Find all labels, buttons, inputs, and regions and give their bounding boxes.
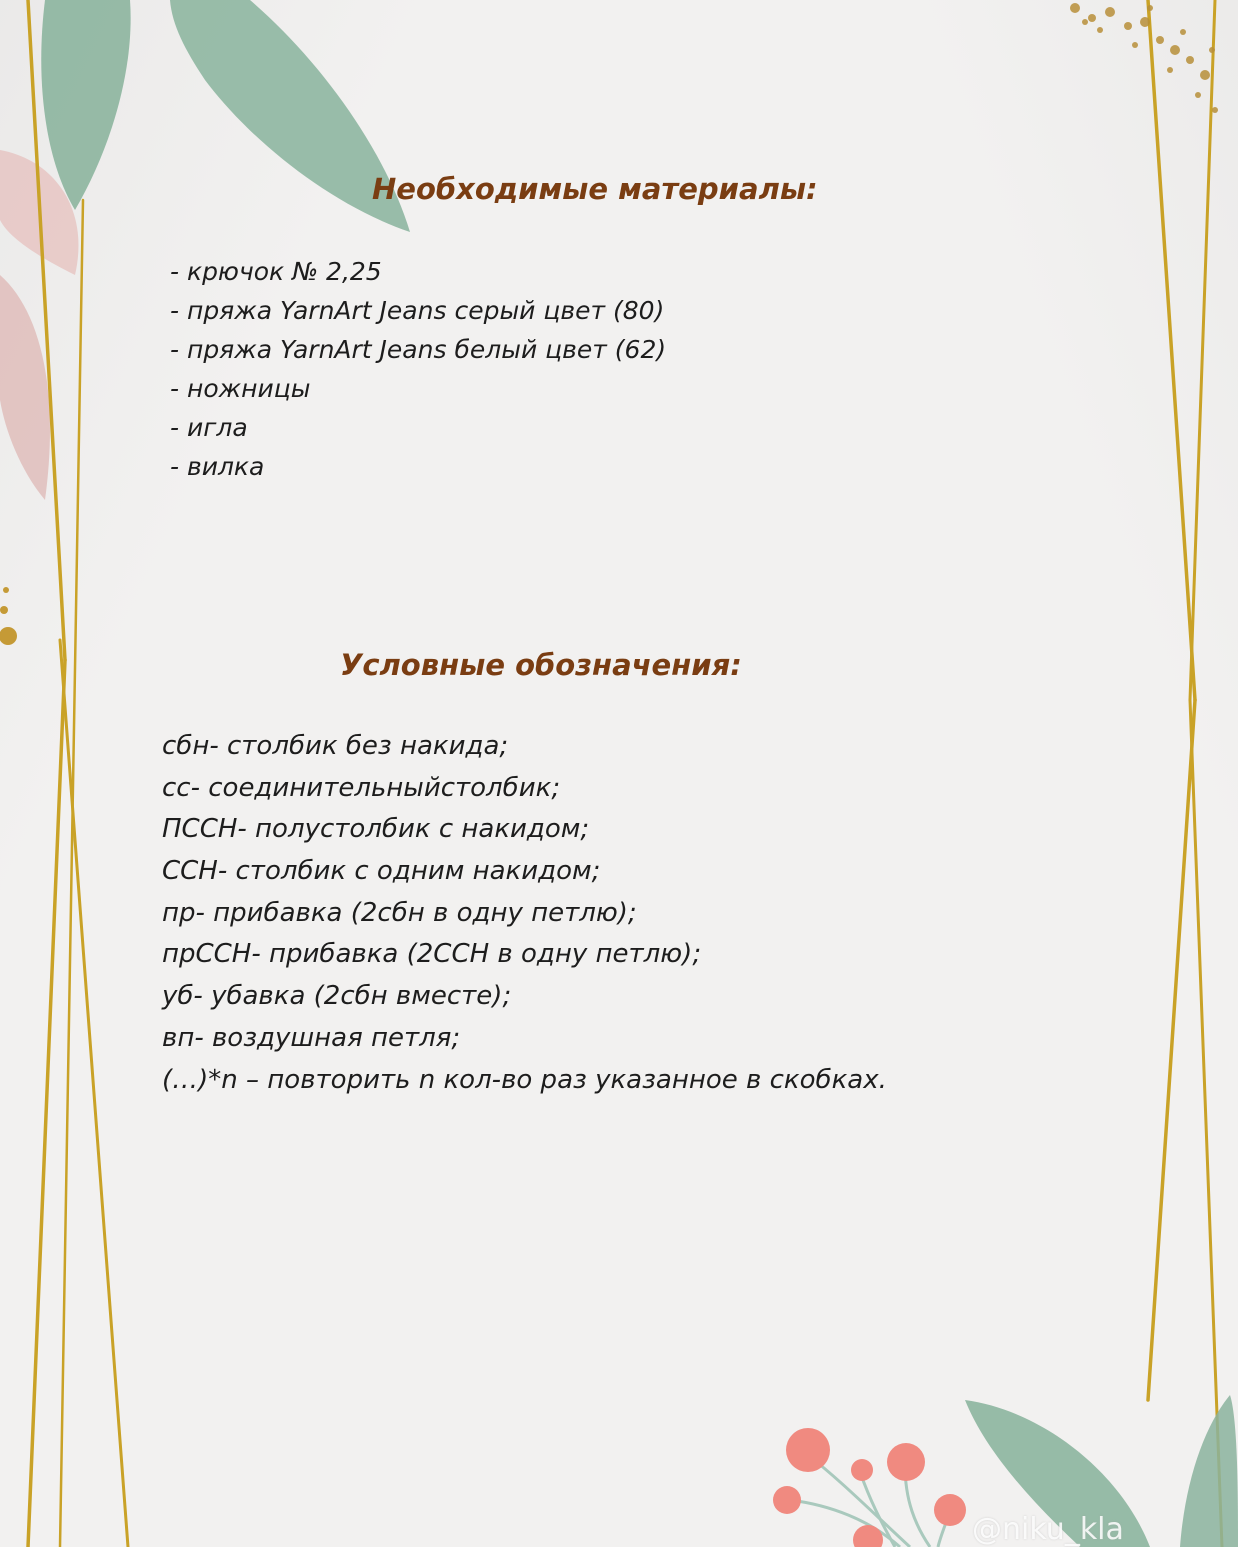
list-item: - пряжа YarnArt Jeans белый цвет (62) bbox=[170, 335, 667, 364]
materials-list bbox=[170, 252, 666, 486]
list-item: ПССН- полустолбик с накидом; bbox=[162, 814, 590, 845]
list-item: - ножницы bbox=[170, 374, 311, 403]
list-item: прССН- прибавка (2ССН в одну петлю); bbox=[162, 939, 702, 970]
list-item: сбн- столбик без накида; bbox=[162, 731, 509, 761]
list-item: ССН- столбик с одним накидом; bbox=[162, 856, 601, 887]
list-item: вп- воздушная петля; bbox=[162, 1022, 461, 1053]
list-item: пр- прибавка (2сбн в одну петлю); bbox=[162, 897, 637, 928]
list-item: - вилка bbox=[170, 452, 265, 481]
list-item: - крючок № 2,25 bbox=[170, 257, 382, 286]
legend-list bbox=[162, 726, 887, 1101]
list-item: - пряжа YarnArt Jeans серый цвет (80) bbox=[170, 296, 665, 325]
list-item: (…)*n – повторить n кол-во раз указанное в скобках. bbox=[162, 1064, 887, 1095]
materials-heading: Необходимые материалы: bbox=[372, 172, 818, 206]
list-item: уб- убавка (2сбн вместе); bbox=[162, 981, 512, 1012]
legend-heading: Условные обозначения: bbox=[340, 648, 742, 682]
watermark: @niku_kla bbox=[972, 1512, 1124, 1547]
list-item: - игла bbox=[170, 413, 248, 442]
list-item: сс- соединительныйстолбик; bbox=[162, 772, 561, 803]
